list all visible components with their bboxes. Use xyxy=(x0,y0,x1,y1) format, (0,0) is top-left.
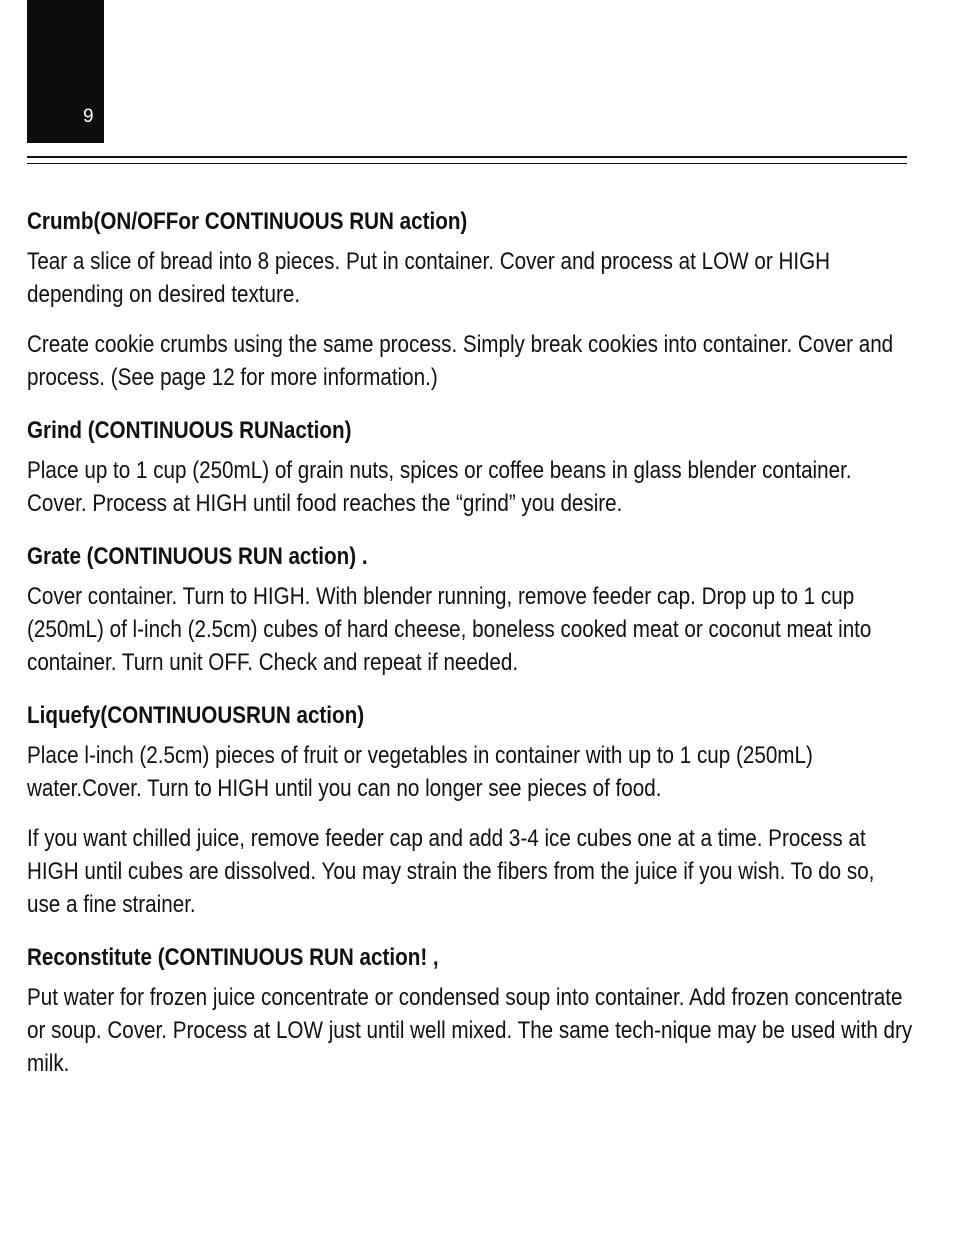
header-rule-thin xyxy=(27,163,907,164)
section-paragraph: Put water for frozen juice concentrate or condensed soup into container. Add frozen concentrate or soup. Cover. Process at LOW just until well mixed. The same tech-nique may be used with dry milk. xyxy=(27,984,913,1077)
section-grind xyxy=(27,414,912,520)
header-rule-thick xyxy=(27,156,907,158)
page-content xyxy=(27,205,912,1080)
section-paragraph: Place up to 1 cup (250mL) of grain nuts, spices or coffee beans in glass blender container. Cover. Process at HIGH until food reaches the “grind” you desire. xyxy=(27,457,852,517)
section-paragraph: Cover container. Turn to HIGH. With blender running, remove feeder cap. Drop up to 1 cup (250mL) of l-inch (2.5cm) cubes of hard cheese, boneless cooked meat or coconut meat into container. Turn unit OFF. Check and repeat if needed. xyxy=(27,583,872,676)
section-heading: Crumb(ON/OFFor CONTINUOUS RUN action) xyxy=(27,208,468,235)
section-paragraph: Tear a slice of bread into 8 pieces. Put in container. Cover and process at LOW or HIGH depending on desired texture. xyxy=(27,248,831,308)
section-grate xyxy=(27,540,912,679)
section-liquefy xyxy=(27,699,912,921)
section-crumb xyxy=(27,205,912,394)
section-heading: Liquefy(CONTINUOUSRUN action) xyxy=(27,702,365,729)
section-heading: Reconstitute (CONTINUOUS RUN action! , xyxy=(27,944,439,971)
page-number: 9 xyxy=(83,106,94,127)
section-reconstitute xyxy=(27,941,912,1080)
section-paragraph: If you want chilled juice, remove feeder cap and add 3-4 ice cubes one at a time. Process at HIGH until cubes are dissolved. You may strain the fibers from the juice if you wish. To do so, use a fine strainer. xyxy=(27,825,875,918)
section-paragraph: Place l-inch (2.5cm) pieces of fruit or vegetables in container with up to 1 cup (250mL) water.Cover. Turn to HIGH until you can no longer see pieces of food. xyxy=(27,742,813,802)
page-number-tab xyxy=(27,0,104,143)
section-heading: Grind (CONTINUOUS RUNaction) xyxy=(27,417,352,444)
section-paragraph: Create cookie crumbs using the same process. Simply break cookies into container. Cover and process. (See page 12 for more information.) xyxy=(27,331,894,391)
section-heading: Grate (CONTINUOUS RUN action) . xyxy=(27,543,368,570)
